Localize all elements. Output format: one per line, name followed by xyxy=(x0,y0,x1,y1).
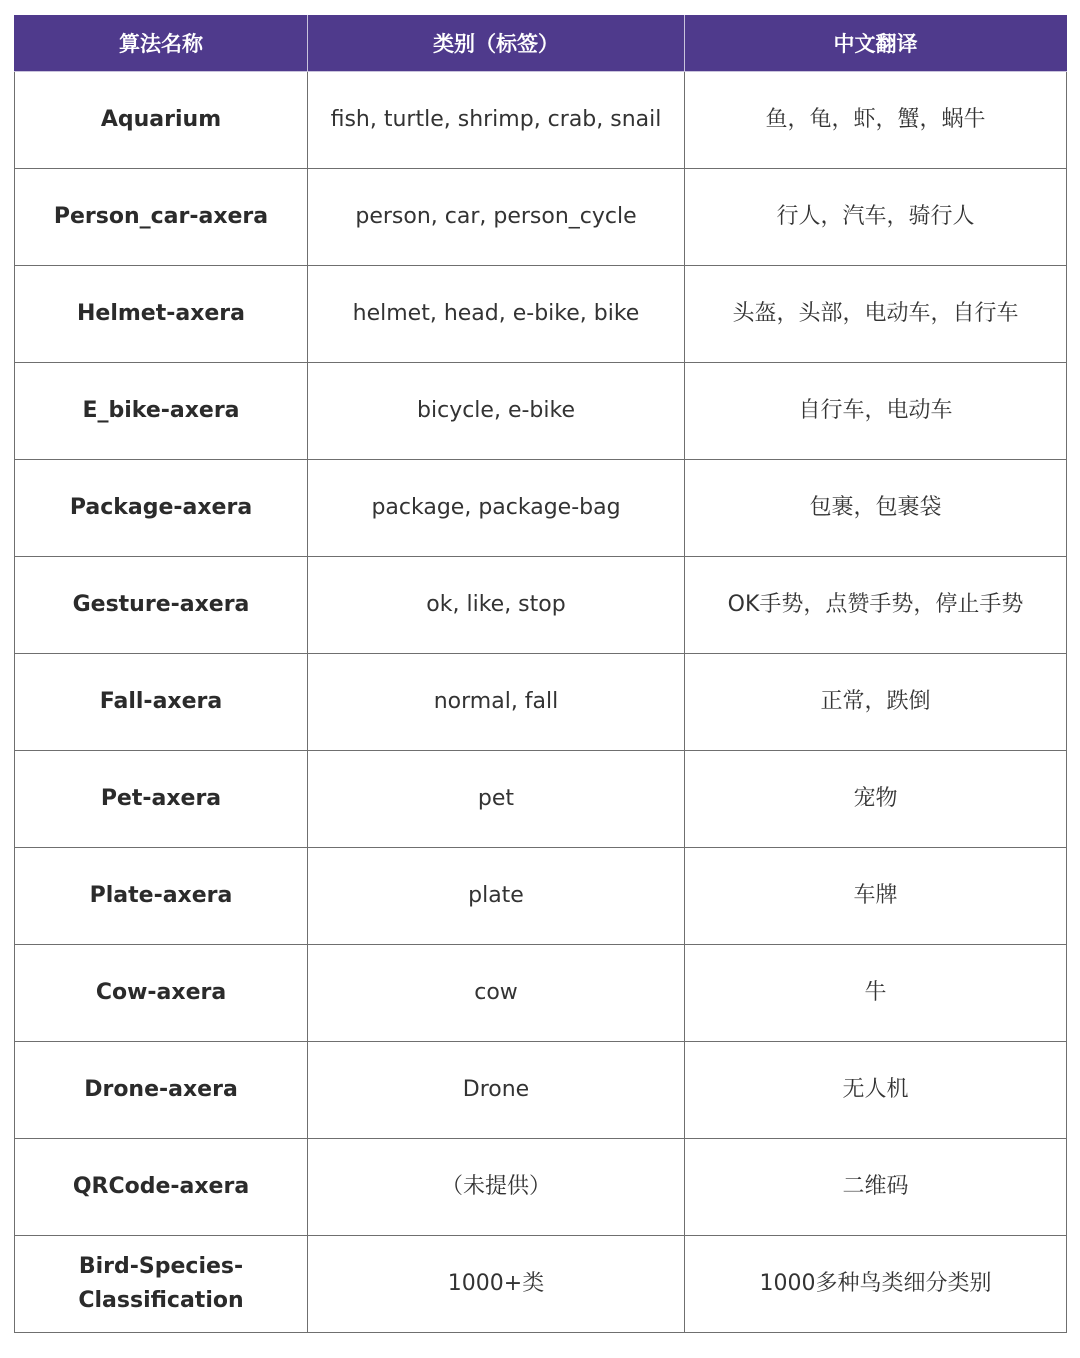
table-row xyxy=(15,1139,1067,1236)
cell-translation: 牛 xyxy=(685,945,1067,1042)
cell-labels: 1000+类 xyxy=(308,1236,685,1333)
cell-translation: 行人，汽车，骑行人 xyxy=(685,169,1067,266)
cell-algorithm-name: E_bike-axera xyxy=(15,363,308,460)
table-row xyxy=(15,557,1067,654)
cell-labels: fish, turtle, shrimp, crab, snail xyxy=(308,72,685,169)
cell-translation: 1000多种鸟类细分类别 xyxy=(685,1236,1067,1333)
cell-labels: pet xyxy=(308,751,685,848)
table-row xyxy=(15,654,1067,751)
header-algorithm-name: 算法名称 xyxy=(15,15,308,72)
cell-translation: OK手势，点赞手势，停止手势 xyxy=(685,557,1067,654)
cell-translation: 二维码 xyxy=(685,1139,1067,1236)
cell-labels: package, package-bag xyxy=(308,460,685,557)
cell-labels: helmet, head, e-bike, bike xyxy=(308,266,685,363)
cell-translation: 无人机 xyxy=(685,1042,1067,1139)
table-header-row xyxy=(15,15,1067,72)
cell-labels: cow xyxy=(308,945,685,1042)
table-row xyxy=(15,1042,1067,1139)
cell-translation: 车牌 xyxy=(685,848,1067,945)
cell-labels: plate xyxy=(308,848,685,945)
header-chinese-translation: 中文翻译 xyxy=(685,15,1067,72)
cell-algorithm-name: Bird-Species-Classification xyxy=(15,1236,308,1333)
cell-algorithm-name: Pet-axera xyxy=(15,751,308,848)
cell-labels: （未提供） xyxy=(308,1139,685,1236)
cell-labels: person, car, person_cycle xyxy=(308,169,685,266)
cell-translation: 自行车，电动车 xyxy=(685,363,1067,460)
header-category-labels: 类别（标签） xyxy=(308,15,685,72)
cell-algorithm-name: Gesture-axera xyxy=(15,557,308,654)
cell-algorithm-name: Drone-axera xyxy=(15,1042,308,1139)
table-row xyxy=(15,363,1067,460)
cell-translation: 宠物 xyxy=(685,751,1067,848)
cell-algorithm-name: Cow-axera xyxy=(15,945,308,1042)
table-row xyxy=(15,1236,1067,1333)
cell-algorithm-name: Helmet-axera xyxy=(15,266,308,363)
cell-translation: 包裹，包裹袋 xyxy=(685,460,1067,557)
table-row xyxy=(15,848,1067,945)
cell-algorithm-name: Package-axera xyxy=(15,460,308,557)
cell-labels: ok, like, stop xyxy=(308,557,685,654)
cell-algorithm-name: Aquarium xyxy=(15,72,308,169)
cell-labels: normal, fall xyxy=(308,654,685,751)
cell-algorithm-name: Person_car-axera xyxy=(15,169,308,266)
cell-translation: 正常，跌倒 xyxy=(685,654,1067,751)
cell-labels: bicycle, e-bike xyxy=(308,363,685,460)
table-row xyxy=(15,751,1067,848)
cell-algorithm-name: Plate-axera xyxy=(15,848,308,945)
cell-translation: 鱼，龟，虾，蟹，蜗牛 xyxy=(685,72,1067,169)
cell-algorithm-name: QRCode-axera xyxy=(15,1139,308,1236)
table-row xyxy=(15,72,1067,169)
algorithm-table xyxy=(14,15,1067,1333)
algorithm-table-container xyxy=(14,15,1066,1333)
cell-algorithm-name: Fall-axera xyxy=(15,654,308,751)
cell-labels: Drone xyxy=(308,1042,685,1139)
table-row xyxy=(15,460,1067,557)
cell-translation: 头盔，头部，电动车，自行车 xyxy=(685,266,1067,363)
table-row xyxy=(15,266,1067,363)
table-row xyxy=(15,945,1067,1042)
table-row xyxy=(15,169,1067,266)
